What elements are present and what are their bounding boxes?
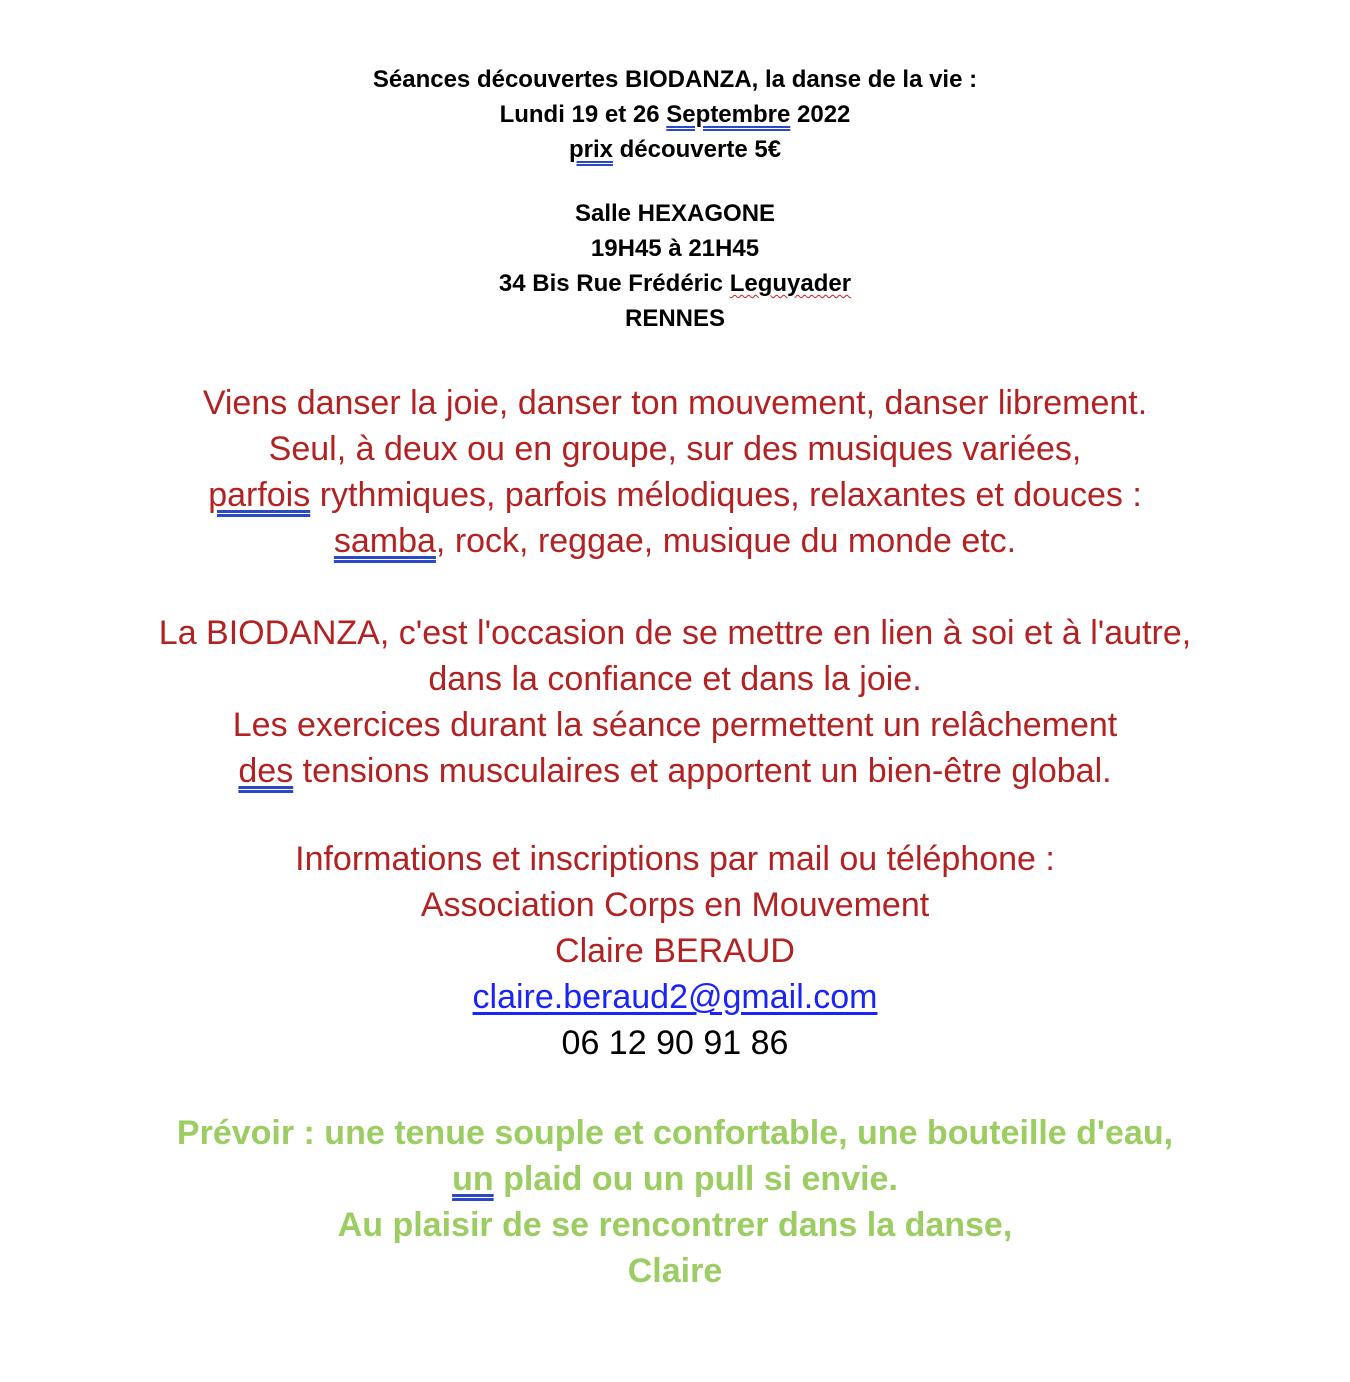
closing-signature: Claire (627, 1252, 723, 1290)
about-line-4: des tensions musculaires et apportent un bien-être global. (238, 752, 1112, 790)
contact-block (0, 836, 1350, 1066)
price-word: prix (568, 136, 613, 163)
contact-name: Claire BERAUD (555, 932, 795, 970)
event-title: Séances découvertes BIODANZA, la danse de la vie : (372, 66, 978, 93)
intro-paragraph (0, 380, 1350, 564)
venue-hours: 19H45 à 21H45 (590, 235, 760, 262)
email-link[interactable]: claire.beraud2@gmail.com (472, 978, 878, 1016)
event-price: prix découverte 5€ (568, 136, 782, 163)
contact-phone: 06 12 90 91 86 (561, 1024, 789, 1062)
venue-name: Salle HEXAGONE (574, 200, 776, 227)
address-street: Leguyader (729, 270, 852, 297)
dates-month: Septembre (666, 101, 791, 128)
closing-block (0, 1110, 1350, 1294)
intro-line-1: Viens danser la joie, danser ton mouvement, danser librement. (202, 384, 1148, 422)
closing-line-1: Prévoir : une tenue souple et confortable, une bouteille d'eau, (176, 1114, 1174, 1152)
venue-city: RENNES (624, 305, 726, 332)
venue-block (0, 196, 1350, 336)
intro-line-3: parfois rythmiques, parfois mélodiques, relaxantes et douces : (208, 476, 1142, 514)
about-line-1: La BIODANZA, c'est l'occasion de se mettre en lien à soi et à l'autre, (158, 614, 1192, 652)
event-header (0, 62, 1350, 167)
closing-line-2: un plaid ou un pull si envie. (452, 1160, 898, 1198)
intro-line-2: Seul, à deux ou en groupe, sur des musiques variées, (268, 430, 1082, 468)
contact-association: Association Corps en Mouvement (420, 886, 930, 924)
intro-line-4: samba, rock, reggae, musique du monde etc. (333, 522, 1017, 560)
contact-info: Informations et inscriptions par mail ou téléphone : (295, 840, 1055, 878)
about-line-3: Les exercices durant la séance permettent un relâchement (232, 706, 1118, 744)
contact-email-line (0, 974, 1350, 1020)
about-line-2: dans la confiance et dans la joie. (428, 660, 922, 698)
about-paragraph (0, 610, 1350, 794)
venue-address: 34 Bis Rue Frédéric Leguyader (498, 270, 852, 297)
event-dates: Lundi 19 et 26 Septembre 2022 (499, 101, 851, 128)
closing-line-3: Au plaisir de se rencontrer dans la danse, (337, 1206, 1013, 1244)
